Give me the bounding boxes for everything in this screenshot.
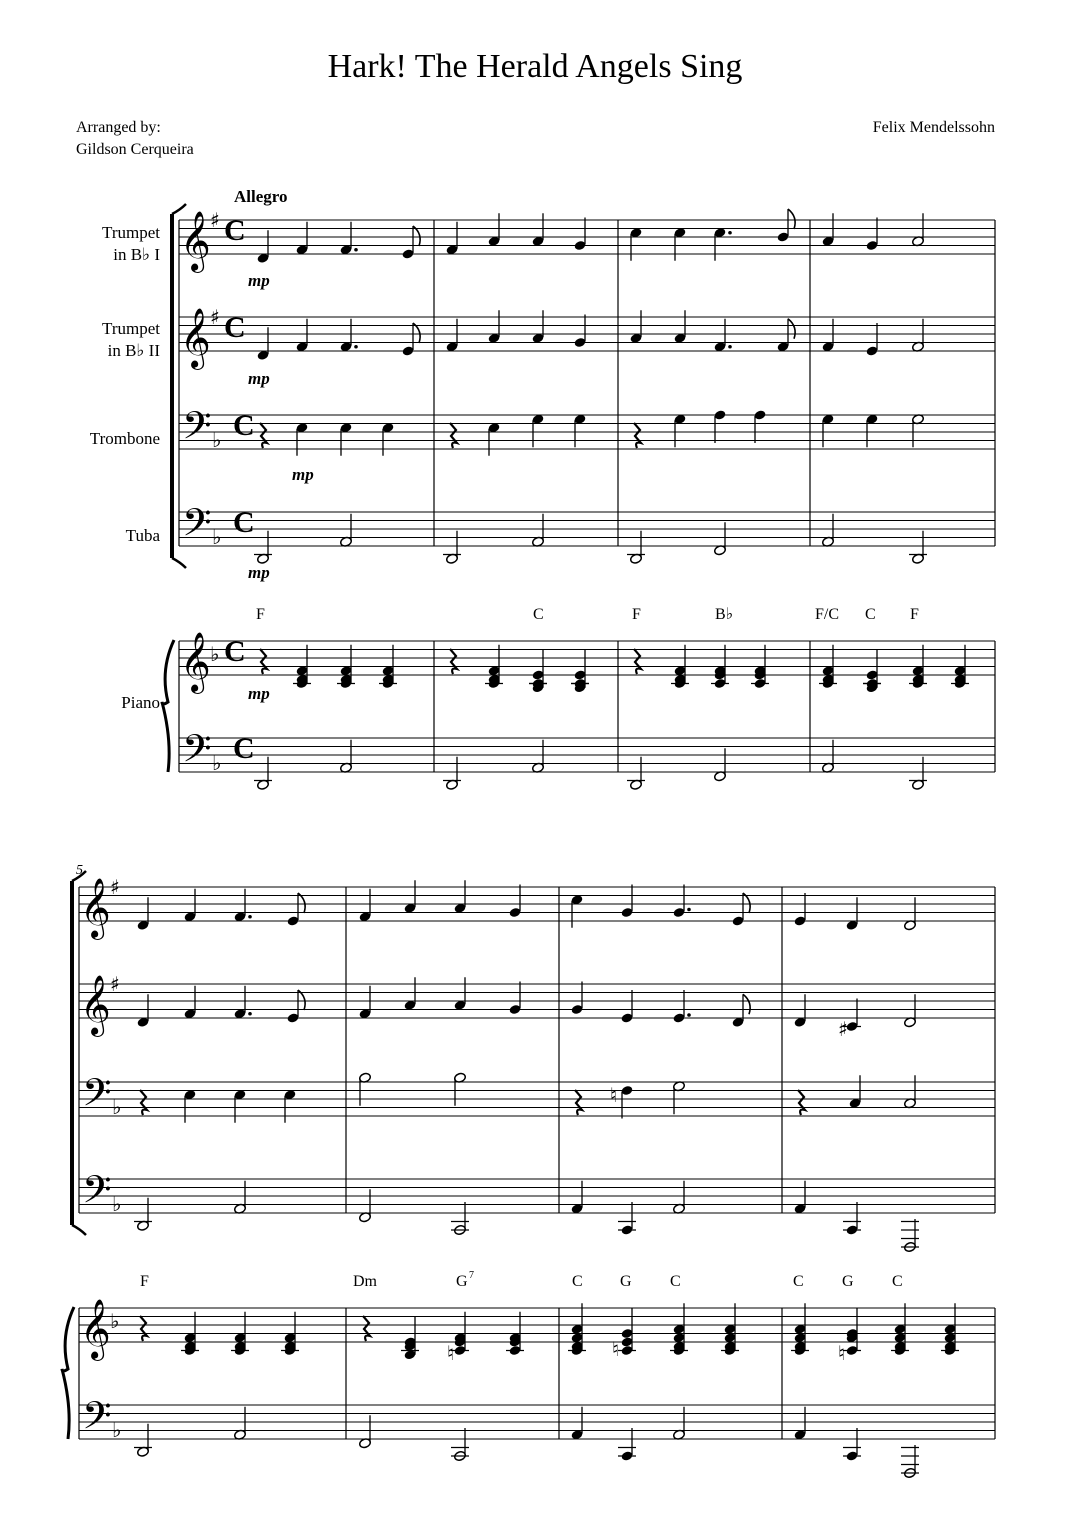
quarter-rest	[634, 423, 641, 448]
dynamic-mp: mp	[248, 369, 270, 388]
quarter-rest	[450, 649, 457, 674]
flat-icon: ♭	[210, 642, 220, 666]
treble-clef-icon: 𝄞	[80, 975, 111, 1035]
dot	[248, 915, 252, 919]
chord-symbol: C	[865, 606, 876, 623]
natural-icon: ♮	[612, 1337, 620, 1361]
measure-number-5: 5	[76, 863, 83, 878]
flat-icon: ♭	[110, 1309, 120, 1333]
quarter-rest	[140, 1316, 147, 1341]
flat-icon: ♭	[112, 1095, 122, 1119]
chord-symbol: F/C	[815, 606, 840, 623]
sharp-icon: ♯	[110, 972, 120, 996]
dot	[248, 1012, 252, 1016]
time-signature: C	[224, 311, 246, 344]
quarter-rest	[260, 423, 267, 448]
note-flag	[743, 994, 750, 1014]
sharp-icon: ♯	[210, 305, 220, 329]
instrument-trumpet2-line2: in B♭ II	[107, 341, 160, 360]
bass-clef-icon: 𝄢	[182, 500, 212, 554]
time-signature: C	[233, 409, 255, 442]
treble-clef-icon: 𝄞	[180, 632, 211, 692]
natural-icon: ♮	[610, 1083, 618, 1107]
dot	[728, 345, 732, 349]
flat-icon: ♭	[212, 428, 222, 452]
natural-icon: ♮	[838, 1341, 846, 1365]
flat-icon: ♭	[112, 1192, 122, 1216]
chord-symbol: C	[572, 1273, 583, 1290]
dynamic-mp: mp	[248, 271, 270, 290]
bass-clef-icon: 𝄢	[82, 1070, 112, 1124]
dot	[687, 908, 691, 912]
chord-symbol: B♭	[715, 606, 734, 623]
note-flag	[788, 319, 795, 339]
chord-symbol: Dm	[353, 1273, 377, 1290]
flat-icon: ♭	[212, 525, 222, 549]
chord-superscript: 7	[469, 1270, 474, 1281]
piano-brace	[62, 1307, 74, 1439]
bracket-hook	[172, 558, 186, 568]
chord-symbol: C	[892, 1273, 903, 1290]
music-notation	[62, 204, 995, 1479]
chord-symbol: C	[793, 1273, 804, 1290]
quarter-rest	[798, 1090, 805, 1115]
time-signature: C	[224, 214, 246, 247]
instrument-trumpet1-line2: in B♭ I	[113, 245, 160, 264]
system-bracket	[70, 881, 74, 1225]
bass-clef-icon: 𝄢	[182, 403, 212, 457]
treble-clef-icon: 𝄞	[180, 211, 211, 271]
flat-icon: ♭	[112, 1418, 122, 1442]
chord-symbol: G	[620, 1273, 632, 1290]
chord-symbol: F	[140, 1273, 149, 1290]
sharp-icon: ♯	[110, 875, 120, 899]
system-bracket	[170, 214, 174, 558]
quarter-rest	[260, 649, 267, 674]
natural-icon: ♮	[447, 1341, 455, 1365]
tempo-marking: Allegro	[234, 187, 288, 206]
treble-clef-icon: 𝄞	[80, 1299, 111, 1359]
dot	[354, 248, 358, 252]
sharp-icon: ♯	[838, 1017, 848, 1041]
arranger-name: Gildson Cerqueira	[76, 141, 194, 158]
dot	[354, 345, 358, 349]
quarter-rest	[450, 423, 457, 448]
composer-name: Felix Mendelssohn	[872, 119, 995, 136]
flat-icon: ♭	[212, 751, 222, 775]
bass-clef-icon: 𝄢	[182, 726, 212, 780]
time-signature: C	[233, 732, 255, 765]
sharp-icon: ♯	[210, 208, 220, 232]
chord-symbol: C	[670, 1273, 681, 1290]
quarter-rest	[634, 649, 641, 674]
instrument-trumpet2-line1: Trumpet	[102, 319, 160, 338]
chord-symbol: F	[910, 606, 919, 623]
score-title: Hark! The Herald Angels Sing	[327, 48, 743, 85]
instrument-tuba: Tuba	[125, 526, 160, 545]
treble-clef-icon: 𝄞	[80, 878, 111, 938]
bracket-hook	[72, 1225, 86, 1235]
chord-symbol: G	[456, 1273, 468, 1290]
treble-clef-icon: 𝄞	[180, 308, 211, 368]
dynamic-mp: mp	[248, 563, 270, 582]
bass-clef-icon: 𝄢	[82, 1167, 112, 1221]
piano-brace	[162, 640, 174, 772]
instrument-trumpet1-line1: Trumpet	[102, 223, 160, 242]
dot	[687, 1013, 691, 1017]
dot	[728, 231, 732, 235]
instrument-piano: Piano	[121, 693, 160, 712]
arranger-label: Arranged by:	[76, 119, 161, 136]
bass-clef-icon: 𝄢	[82, 1393, 112, 1447]
quarter-rest	[363, 1316, 370, 1341]
dynamic-mp: mp	[248, 684, 270, 703]
chord-symbol: C	[533, 606, 544, 623]
dynamic-mp: mp	[292, 465, 314, 484]
quarter-rest	[575, 1090, 582, 1115]
chord-symbol: G	[842, 1273, 854, 1290]
chord-symbol: F	[256, 606, 265, 623]
time-signature: C	[233, 506, 255, 539]
chord-symbol: F	[632, 606, 641, 623]
instrument-trombone: Trombone	[89, 429, 160, 448]
time-signature: C	[224, 635, 246, 668]
note-flag	[788, 209, 795, 229]
quarter-rest	[140, 1090, 147, 1115]
